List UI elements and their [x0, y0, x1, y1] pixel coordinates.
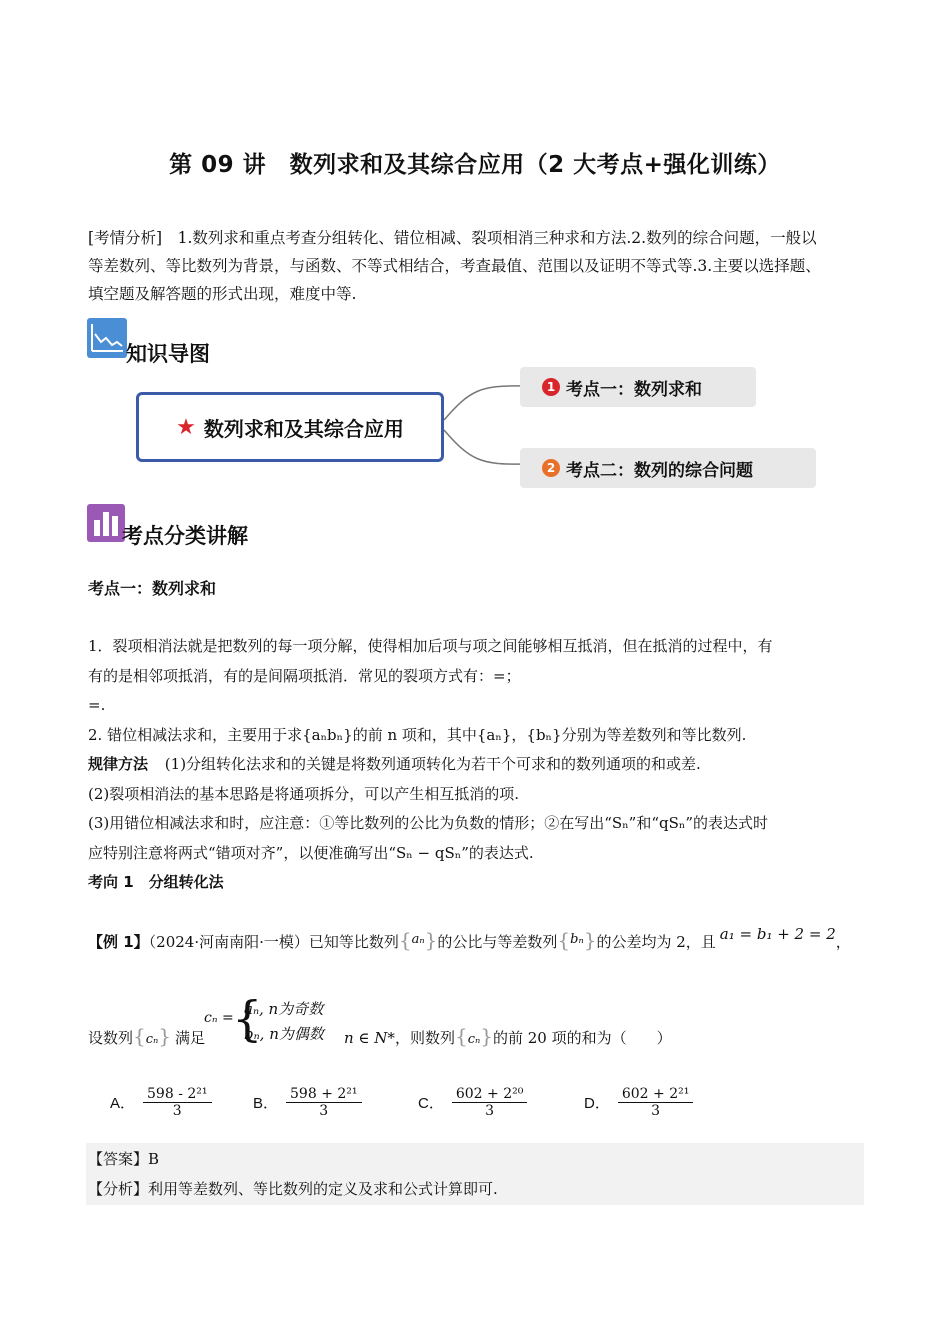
option-d-fraction [618, 1086, 693, 1119]
kp1-p1-line2: 有的是相邻项抵消，有的是间隔项抵消．常见的裂项方式有：=； [88, 666, 521, 685]
mindmap-node-1 [520, 367, 756, 407]
brace-open: { [133, 1024, 146, 1048]
option-a-denominator: 3 [172, 1103, 182, 1119]
option-a[interactable] [110, 1086, 212, 1119]
case-odd: aₙ, n为奇数 [244, 1000, 324, 1018]
number-badge-1: 1 [542, 378, 560, 396]
classify-heading: 考点分类讲解 [122, 524, 248, 548]
answer-line: 【答案】B [88, 1150, 160, 1168]
piecewise-cases [244, 997, 324, 1047]
kp1-rule1-row [88, 750, 868, 780]
seq-c-2: cₙ [467, 1032, 481, 1047]
option-a-numerator: 598 - 2²¹ [143, 1086, 211, 1103]
example-source: （2024·河南南阳·一模）已知等比数列 [148, 933, 399, 951]
option-d[interactable] [584, 1086, 693, 1119]
option-c-numerator: 602 + 2²⁰ [452, 1086, 527, 1103]
mindmap-node-1-label: 考点一：数列求和 [566, 379, 702, 400]
exam-analysis [88, 224, 868, 308]
option-b[interactable] [253, 1086, 362, 1119]
option-d-label: D． [584, 1095, 610, 1112]
tail-text-2: 的前 20 项的和为（ ） [492, 1029, 672, 1047]
seq-c: cₙ [145, 1032, 159, 1047]
domain-formula: n ∈ N* [344, 1029, 395, 1047]
seq-a: aₙ [411, 932, 425, 947]
option-d-denominator: 3 [651, 1103, 661, 1119]
brace-close: } [424, 928, 438, 952]
case-even: bₙ, n为偶数 [244, 1025, 324, 1043]
example-mid1: 的公比与等差数列 [437, 933, 558, 951]
direction-heading: 考向 1 分组转化法 [88, 873, 224, 891]
example-tag: 【例 1】 [88, 933, 149, 951]
kp1-p1-line1: 1．裂项相消法就是把数列的每一项分解，使得相加后项与项之间能够相互抵消，但在抵消的过程中，有 [88, 637, 773, 655]
option-a-fraction [143, 1086, 211, 1119]
option-c-denominator: 3 [485, 1103, 495, 1119]
kp1-rule2: (2)裂项相消法的基本思路是将通项拆分，可以产生相互抵消的项. [88, 784, 520, 803]
page-title: 第 09 讲 数列求和及其综合应用（2 大考点+强化训练） [169, 152, 781, 178]
brace-open: { [454, 1024, 468, 1048]
example-1-line2-start [88, 1022, 205, 1054]
kp1-rule1: (1)分组转化法求和的关键是将数列通项转化为若干个可求和的数列通项的和或差. [164, 755, 701, 773]
seq-b: bₙ [570, 932, 584, 947]
analysis-line: 【分析】利用等差数列、等比数列的定义及求和公式计算即可. [88, 1180, 498, 1198]
kp1-rule3-line1: (3)用错位相减法求和时，应注意：①等比数列的公比为负数的情形；②在写出“Sₙ”和“qSₙ”的表达式时 [88, 814, 769, 832]
star-icon: ★ [176, 414, 196, 440]
option-b-label: B． [253, 1095, 279, 1112]
number-badge-2: 2 [542, 459, 560, 477]
rule-label: 规律方法 [88, 755, 149, 773]
brace-open: { [557, 928, 571, 952]
set-c-text: 设数列 [88, 1029, 134, 1047]
mindmap-connectors [440, 370, 530, 480]
example-comma: ， [835, 933, 851, 951]
piecewise-brace: { [232, 991, 263, 1047]
mindmap-icon [87, 318, 127, 362]
brace-close: } [583, 928, 597, 952]
tail-text-1: ，则数列 [394, 1029, 455, 1047]
mindmap-node-2 [520, 448, 816, 488]
option-a-label: A． [110, 1095, 136, 1112]
satisfy-text: 满足 [175, 1029, 206, 1047]
analysis-line-2: 等差数列、等比数列为背景，与函数、不等式相结合，考查最值、范围以及证明不等式等.3.主要以选择题、 [88, 257, 821, 275]
mindmap-node-2-label: 考点二：数列的综合问题 [566, 460, 753, 481]
cn-label: cₙ = [204, 1010, 234, 1026]
option-c-label: C． [418, 1095, 444, 1112]
option-b-denominator: 3 [319, 1103, 329, 1119]
mindmap-heading: 知识导图 [126, 342, 210, 366]
condition-formula: a₁ = b₁ + 2 = 2 [719, 925, 836, 943]
brace-open: { [398, 928, 412, 952]
option-b-numerator: 598 + 2²¹ [286, 1086, 361, 1103]
example-1-line2-end [344, 1022, 672, 1054]
example-1-line1 [88, 920, 878, 956]
option-d-numerator: 602 + 2²¹ [618, 1086, 693, 1103]
example-mid2: 的公差均为 2，且 [596, 933, 716, 951]
kp1-heading: 考点一：数列求和 [88, 579, 217, 598]
kp1-rule3-line2: 应特别注意将两式“错项对齐”，以便准确写出“Sₙ − qSₙ”的表达式. [88, 843, 534, 862]
option-b-fraction [286, 1086, 361, 1119]
kp1-body [88, 632, 868, 898]
brace-close: } [158, 1024, 172, 1048]
option-c[interactable] [418, 1086, 527, 1119]
analysis-line-3: 填空题及解答题的形式出现，难度中等. [88, 285, 357, 303]
kp1-p1-line3: =. [88, 696, 106, 714]
kp1-p2: 2. 错位相减法求和，主要用于求{aₙbₙ}的前 n 项和，其中{aₙ}，{bₙ}分别为等差数列和等比数列. [88, 725, 747, 744]
option-c-fraction [452, 1086, 527, 1119]
answer-content [88, 1144, 498, 1204]
mindmap-root-label: 数列求和及其综合应用 [203, 416, 404, 441]
brace-close: } [480, 1024, 493, 1048]
bar-chart-icon [87, 504, 125, 546]
mindmap-root-node [136, 392, 444, 462]
analysis-line-1: [考情分析] 1.数列求和重点考查分组转化、错位相减、裂项相消三种求和方法.2.数列的综合问题，一般以 [88, 229, 817, 247]
